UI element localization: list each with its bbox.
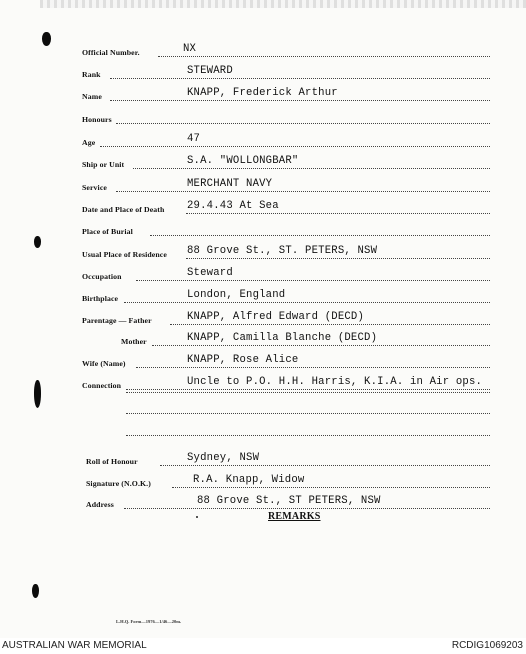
- field-place-of-burial: [0, 216, 526, 236]
- fill-line: [160, 465, 490, 466]
- field-value: KNAPP, Rose Alice: [187, 354, 299, 366]
- archive-footer: [0, 638, 526, 654]
- fill-line: [126, 389, 490, 390]
- field-value: Sydney, NSW: [187, 452, 260, 464]
- fill-line: [186, 258, 490, 259]
- fill-line: [124, 508, 490, 509]
- fill-line: [100, 146, 490, 147]
- field-value: Steward: [187, 267, 233, 279]
- field-label: Wife (Name): [82, 359, 126, 368]
- field-label: Signature (N.O.K.): [86, 479, 151, 488]
- field-name: [0, 81, 526, 101]
- fill-line: [110, 100, 490, 101]
- field-label: Place of Burial: [82, 227, 133, 236]
- fill-line: [170, 324, 490, 325]
- field-label: Age: [82, 138, 96, 147]
- field-value: 88 Grove St., ST. PETERS, NSW: [187, 245, 378, 257]
- field-date-place-of-death: [0, 194, 526, 214]
- fill-line: [136, 367, 490, 368]
- field-connection: [0, 370, 526, 390]
- field-father: [0, 305, 526, 325]
- field-value: London, England: [187, 289, 286, 301]
- fill-line: [116, 191, 490, 192]
- field-roll-of-honour: [0, 446, 526, 466]
- field-value: KNAPP, Frederick Arthur: [187, 87, 338, 99]
- ink-speck: [196, 516, 198, 518]
- field-occupation: [0, 261, 526, 281]
- field-value: MERCHANT NAVY: [187, 178, 273, 190]
- field-value: 88 Grove St., ST PETERS, NSW: [197, 495, 381, 507]
- field-service: [0, 172, 526, 192]
- field-honours: [0, 104, 526, 124]
- punch-hole: [32, 584, 39, 598]
- field-label: Connection: [82, 381, 122, 390]
- fill-line: [158, 56, 490, 57]
- field-value: KNAPP, Alfred Edward (DECD): [187, 311, 365, 323]
- fill-line: [110, 78, 490, 79]
- field-label: Roll of Honour: [86, 457, 138, 466]
- field-label: Address: [86, 500, 114, 509]
- field-value: 47: [187, 133, 201, 145]
- blank-line: [126, 392, 490, 393]
- fill-line: [133, 168, 490, 169]
- field-label: Name: [82, 92, 102, 101]
- field-label: Usual Place of Residence: [82, 250, 167, 259]
- field-address: [0, 489, 526, 509]
- field-label: Parentage — Father: [82, 316, 152, 325]
- field-value: Uncle to P.O. H.H. Harris, K.I.A. in Air ops.: [187, 376, 483, 388]
- institution-name: AUSTRALIAN WAR MEMORIAL: [2, 640, 147, 651]
- record-id: RCDIG1069203: [451, 640, 523, 651]
- field-mother: [0, 326, 526, 346]
- fill-line: [150, 235, 490, 236]
- field-label: Service: [82, 183, 107, 192]
- fill-line: [124, 302, 490, 303]
- field-label: Occupation: [82, 272, 122, 281]
- field-value: NX: [183, 43, 197, 55]
- field-value: STEWARD: [187, 65, 233, 77]
- field-label: Rank: [82, 70, 101, 79]
- fill-line: [116, 123, 490, 124]
- field-label: Date and Place of Death: [82, 205, 165, 214]
- field-ship-or-unit: [0, 149, 526, 169]
- field-signature: [0, 468, 526, 488]
- field-label: Ship or Unit: [82, 160, 125, 169]
- field-value: S.A. "WOLLONGBAR": [187, 155, 299, 167]
- fill-line: [186, 213, 490, 214]
- field-birthplace: [0, 283, 526, 303]
- field-rank: [0, 59, 526, 79]
- field-usual-residence: [0, 239, 526, 259]
- blank-line: [126, 413, 490, 414]
- field-label: Honours: [82, 115, 112, 124]
- field-official-number: [0, 37, 526, 57]
- blank-line: [126, 435, 490, 436]
- field-label: Official Number.: [82, 48, 140, 57]
- field-wife: [0, 348, 526, 368]
- fill-line: [152, 345, 490, 346]
- field-value: 29.4.43 At Sea: [187, 200, 279, 212]
- field-value: R.A. Knapp, Widow: [193, 474, 305, 486]
- printer-note: L.H.Q. Form—1976—1/46—20m.: [116, 619, 182, 624]
- fill-line: [172, 487, 490, 488]
- field-value: KNAPP, Camilla Blanche (DECD): [187, 332, 378, 344]
- field-age: [0, 127, 526, 147]
- remarks-heading: REMARKS: [268, 511, 321, 522]
- field-label: Mother: [121, 337, 147, 346]
- fill-line: [136, 280, 490, 281]
- scan-edge: [40, 0, 526, 8]
- field-label: Birthplace: [82, 294, 119, 303]
